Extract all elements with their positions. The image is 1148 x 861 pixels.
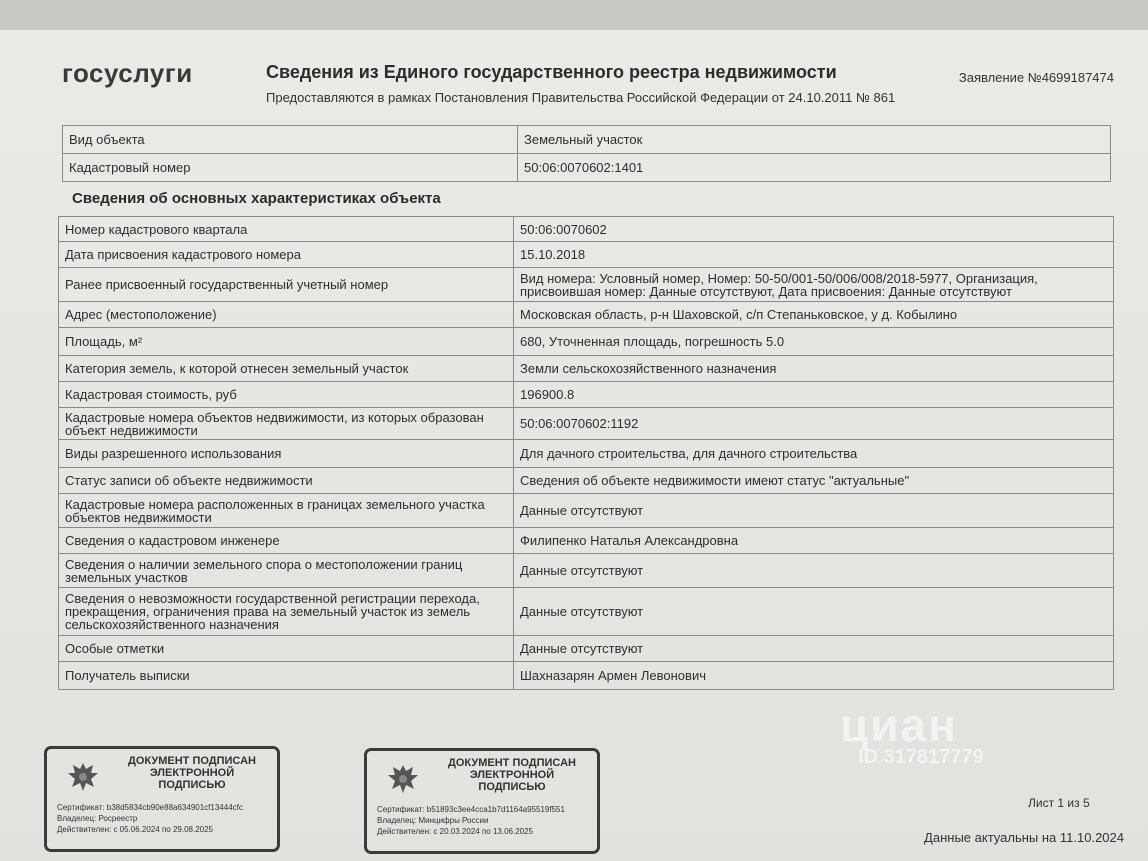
double-headed-eagle-icon bbox=[63, 757, 103, 797]
table-row bbox=[59, 217, 1114, 242]
table-row bbox=[59, 328, 1114, 356]
row-label: Кадастровый номер bbox=[63, 154, 518, 182]
stamp-heading-line: ЭЛЕКТРОННОЙ bbox=[469, 769, 555, 781]
row-label: Кадастровые номера объектов недвижимости, из которых образован объект недвижимости bbox=[59, 408, 514, 440]
row-label: Ранее присвоенный государственный учетный номер bbox=[59, 268, 514, 302]
stamp-heading bbox=[117, 755, 267, 791]
row-label: Сведения о наличии земельного спора о местоположении границ земельных участков bbox=[59, 554, 514, 588]
row-value: 50:06:0070602:1401 bbox=[518, 154, 1111, 182]
stamp-heading-line: ЭЛЕКТРОННОЙ bbox=[149, 767, 235, 779]
row-value: Сведения об объекте недвижимости имеют статус "актуальные" bbox=[514, 468, 1114, 494]
row-value: Вид номера: Условный номер, Номер: 50-50/001-50/006/008/2018-5977, Организация, присвоившая номер: Данные отсутствуют, Дата присвоения: Данные отсутствуют bbox=[514, 268, 1114, 302]
gosuslugi-logo: госуслуги bbox=[62, 58, 193, 88]
table-row bbox=[59, 662, 1114, 690]
row-value: Данные отсутствуют bbox=[514, 494, 1114, 528]
row-label: Сведения о кадастровом инженере bbox=[59, 528, 514, 554]
row-value: Для дачного строительства, для дачного строительства bbox=[514, 440, 1114, 468]
row-label: Виды разрешенного использования bbox=[59, 440, 514, 468]
row-value: Данные отсутствуют bbox=[514, 588, 1114, 636]
table-row bbox=[59, 494, 1114, 528]
table-row bbox=[59, 382, 1114, 408]
stamp-certificate: Сертификат: b51893c3ee4cca1b7d1164a95519f551 bbox=[377, 805, 565, 814]
watermark-brand: циан bbox=[840, 699, 958, 751]
table-row bbox=[59, 268, 1114, 302]
row-label: Особые отметки bbox=[59, 636, 514, 662]
row-label: Сведения о невозможности государственной регистрации перехода, прекращения, ограничения права на земельный участок из земель сельскохозяйственного назначения bbox=[59, 588, 514, 636]
row-label: Кадастровая стоимость, руб bbox=[59, 382, 514, 408]
table-row bbox=[59, 554, 1114, 588]
characteristics-table bbox=[58, 216, 1114, 690]
section-title: Сведения об основных характеристиках объекта bbox=[72, 190, 441, 207]
stamp-owner: Владелец: Росреестр bbox=[57, 814, 138, 823]
table-row bbox=[59, 636, 1114, 662]
row-value: 196900.8 bbox=[514, 382, 1114, 408]
row-value: 50:06:0070602 bbox=[514, 217, 1114, 242]
sheet-number: Лист 1 из 5 bbox=[1028, 796, 1090, 810]
table-row bbox=[59, 356, 1114, 382]
stamp-heading-line: ДОКУМЕНТ ПОДПИСАН bbox=[128, 755, 256, 767]
double-headed-eagle-icon bbox=[383, 759, 423, 799]
row-label: Номер кадастрового квартала bbox=[59, 217, 514, 242]
row-value: Московская область, р-н Шаховской, с/п Степаньковское, у д. Кобылино bbox=[514, 302, 1114, 328]
table-row bbox=[59, 302, 1114, 328]
stamp-heading-line: ПОДПИСЬЮ bbox=[478, 781, 546, 793]
stamp-validity: Действителен: с 05.06.2024 по 29.08.2025 bbox=[57, 825, 213, 834]
row-label: Получатель выписки bbox=[59, 662, 514, 690]
stamp-heading bbox=[437, 757, 587, 793]
document-title: Сведения из Единого государственного реестра недвижимости bbox=[266, 62, 837, 82]
object-identity-table bbox=[62, 125, 1111, 182]
row-value: Шахназарян Армен Левонович bbox=[514, 662, 1114, 690]
table-row bbox=[59, 440, 1114, 468]
row-label: Статус записи об объекте недвижимости bbox=[59, 468, 514, 494]
table-row bbox=[59, 408, 1114, 440]
table-row bbox=[59, 528, 1114, 554]
table-row bbox=[59, 468, 1114, 494]
signature-stamp-mintsifry bbox=[364, 748, 600, 854]
statement-number: Заявление №4699187474 bbox=[958, 70, 1114, 85]
row-value: 680, Уточненная площадь, погрешность 5.0 bbox=[514, 328, 1114, 356]
document-subtitle: Предоставляются в рамках Постановления Правительства Российской Федерации от 24.10.2011 № 861 bbox=[266, 90, 896, 105]
row-label: Дата присвоения кадастрового номера bbox=[59, 242, 514, 268]
data-actual-date: Данные актуальны на 11.10.2024 bbox=[924, 830, 1124, 845]
row-value: 15.10.2018 bbox=[514, 242, 1114, 268]
stamp-validity: Действителен: с 20.03.2024 по 13.06.2025 bbox=[377, 827, 533, 836]
stamp-heading-line: ДОКУМЕНТ ПОДПИСАН bbox=[448, 757, 576, 769]
row-label: Вид объекта bbox=[63, 126, 518, 154]
row-label: Площадь, м² bbox=[59, 328, 514, 356]
stamp-owner: Владелец: Минцифры России bbox=[377, 816, 489, 825]
stamp-certificate: Сертификат: b38d5834cb90e88a634901cf13444cfc bbox=[57, 803, 243, 812]
row-label: Категория земель, к которой отнесен земельный участок bbox=[59, 356, 514, 382]
cian-watermark bbox=[840, 698, 984, 769]
watermark-id: ID 317817779 bbox=[858, 746, 984, 768]
table-row bbox=[59, 242, 1114, 268]
table-row bbox=[63, 126, 1111, 154]
document-page bbox=[0, 30, 1148, 861]
row-label: Адрес (местоположение) bbox=[59, 302, 514, 328]
row-value: Земли сельскохозяйственного назначения bbox=[514, 356, 1114, 382]
table-row bbox=[59, 588, 1114, 636]
signature-stamp-rosreestr bbox=[44, 746, 280, 852]
row-value: 50:06:0070602:1192 bbox=[514, 408, 1114, 440]
row-value: Земельный участок bbox=[518, 126, 1111, 154]
row-label: Кадастровые номера расположенных в границах земельного участка объектов недвижимости bbox=[59, 494, 514, 528]
table-row bbox=[63, 154, 1111, 182]
row-value: Данные отсутствуют bbox=[514, 554, 1114, 588]
stamp-heading-line: ПОДПИСЬЮ bbox=[158, 779, 226, 791]
row-value: Филипенко Наталья Александровна bbox=[514, 528, 1114, 554]
row-value: Данные отсутствуют bbox=[514, 636, 1114, 662]
